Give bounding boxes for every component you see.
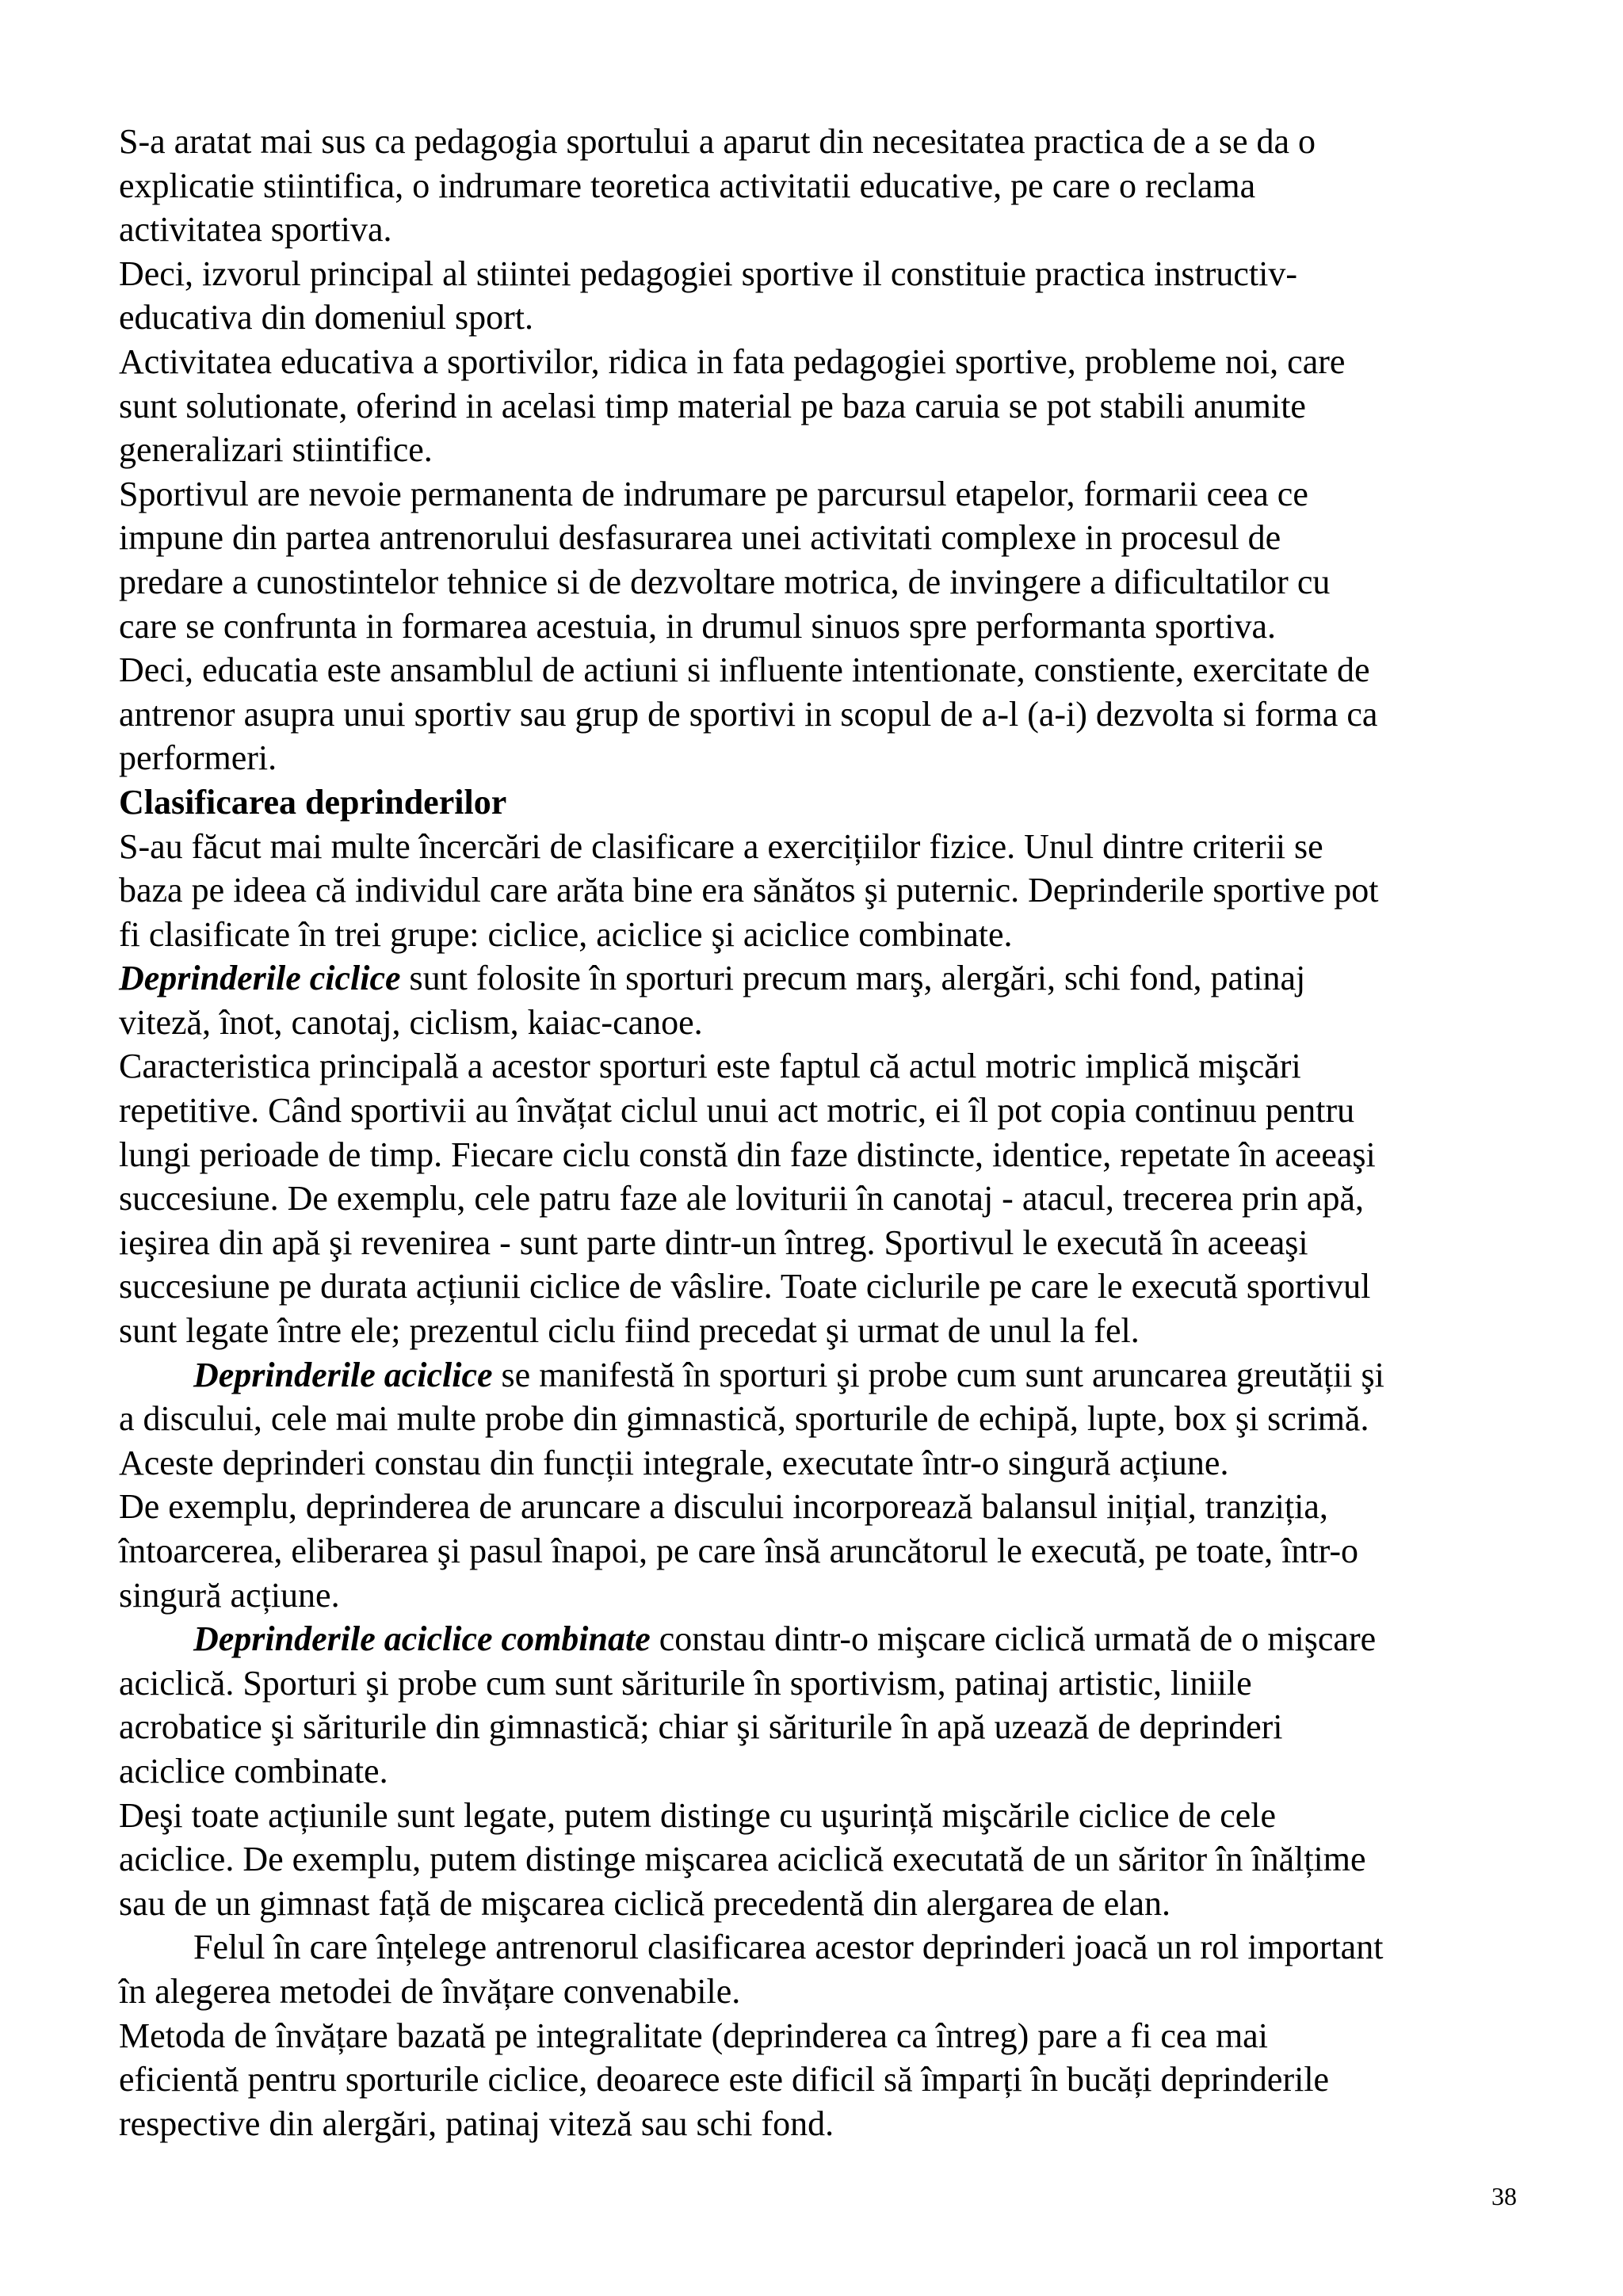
text-line: ieşirea din apă şi revenirea - sunt parte dintr-un întreg. Sportivul le execută în aceeaşi: [119, 1222, 1308, 1262]
text-line: sunt legate între ele; prezentul ciclu fiind precedat şi urmat de unul la fel.: [119, 1311, 1140, 1351]
text-line: aciclică. Sporturi şi probe cum sunt săriturile în sportivism, patinaj artistic, liniile: [119, 1663, 1252, 1703]
text-line: [119, 956, 1529, 1001]
paragraph: [119, 340, 1529, 472]
heading-text: Clasificarea deprinderilor: [119, 782, 507, 822]
text-line: antrenor asupra unui sportiv sau grup de sportivi in scopul de a-l (a-i) dezvolta si forma ca: [119, 694, 1378, 734]
text-line: S-au făcut mai multe încercări de clasificare a exercițiilor fizice. Unul dintre criterii se: [119, 826, 1323, 866]
line-text: se manifestă în sporturi şi probe cum sunt aruncarea greutății şi: [492, 1355, 1384, 1394]
text-line: baza pe ideea că individul care arăta bine era sănătos şi puternic. Deprinderile sportive pot: [119, 871, 1379, 910]
paragraph: [119, 1794, 1529, 1926]
term-emphasis: Deprinderile ciclice: [119, 959, 401, 998]
line-text: sunt folosite în sporturi precum marş, alergări, schi fond, patinaj: [400, 959, 1306, 998]
text-line: Activitatea educativa a sportivilor, ridica in fata pedagogiei sportive, probleme noi, care: [119, 341, 1346, 381]
text-line: [119, 1353, 1529, 1398]
text-line: fi clasificate în trei grupe: ciclice, aciclice şi aciclice combinate.: [119, 914, 1013, 954]
text-line: sunt solutionate, oferind in acelasi timp material pe baza caruia se pot stabili anumite: [119, 386, 1306, 425]
text-line: singură acțiune.: [119, 1575, 340, 1615]
text-line: sau de un gimnast față de mişcarea ciclică precedentă din alergarea de elan.: [119, 1883, 1171, 1923]
paragraph: [119, 472, 1529, 648]
text-line: eficientă pentru sporturile ciclice, deoarece este dificil să împarți în bucăți deprinderile: [119, 2060, 1330, 2100]
term-emphasis: Deprinderile aciclice combinate: [193, 1619, 651, 1659]
paragraph: [119, 120, 1529, 252]
paragraph: [119, 956, 1529, 1044]
text-line: impune din partea antrenorului desfasurarea unei activitati complexe in procesul de: [119, 518, 1281, 558]
text-line: educativa din domeniul sport.: [119, 298, 533, 338]
paragraph: [119, 1044, 1529, 1352]
paragraph: [119, 1485, 1529, 1617]
text-line: S-a aratat mai sus ca pedagogia sportului a aparut din necesitatea practica de a se da o: [119, 122, 1316, 161]
section-heading: [119, 780, 1529, 825]
paragraph: [119, 1353, 1529, 1486]
text-line: aciclice combinate.: [119, 1751, 388, 1791]
text-line: predare a cunostintelor tehnice si de dezvoltare motrica, de invingere a dificultatilor cu: [119, 562, 1331, 601]
text-line: Metoda de învățare bazată pe integralitate (deprinderea ca întreg) pare a fi cea mai: [119, 2016, 1268, 2055]
text-body: [119, 120, 1529, 2145]
text-line: Sportivul are nevoie permanenta de indrumare pe parcursul etapelor, formarii ceea ce: [119, 474, 1308, 513]
paragraph: [119, 648, 1529, 780]
text-line: performeri.: [119, 738, 277, 778]
text-line: Aceste deprinderi constau din funcții integrale, executate într-o singură acțiune.: [119, 1443, 1229, 1482]
term-emphasis: Deprinderile aciclice: [193, 1355, 493, 1394]
text-line: respective din alergări, patinaj viteză sau schi fond.: [119, 2103, 834, 2143]
text-line: întoarcerea, eliberarea şi pasul înapoi, pe care însă aruncătorul le execută, pe toate, într-o: [119, 1531, 1358, 1570]
text-line: Deci, educatia este ansamblul de actiuni si influente intentionate, constiente, exercitate de: [119, 650, 1370, 690]
paragraph: [119, 825, 1529, 957]
text-line: care se confrunta in formarea acestuia, in drumul sinuos spre performanta sportiva.: [119, 606, 1277, 646]
text-line: lungi perioade de timp. Fiecare ciclu constă din faze distincte, identice, repetate în aceeaşi: [119, 1135, 1376, 1174]
text-line: repetitive. Când sportivii au învățat ciclul unui act motric, ei îl pot copia continuu pentru: [119, 1091, 1355, 1131]
text-line: Deci, izvorul principal al stiintei pedagogiei sportive il constituie practica instructiv-: [119, 254, 1297, 293]
text-line: Deşi toate acțiunile sunt legate, putem distinge cu uşurință mişcările ciclice de cele: [119, 1795, 1277, 1835]
text-line: explicatie stiintifica, o indrumare teoretica activitatii educative, pe care o reclama: [119, 166, 1256, 205]
text-line: acrobatice şi săriturile din gimnastică; chiar şi săriturile în apă uzează de deprinderi: [119, 1707, 1283, 1747]
paragraph: [119, 1617, 1529, 1793]
paragraph: [119, 1925, 1529, 2013]
text-line: aciclice. De exemplu, putem distinge mişcarea aciclică executată de un săritor în înălțime: [119, 1840, 1366, 1879]
text-line: în alegerea metodei de învățare convenabile.: [119, 1971, 741, 2011]
line-text: constau dintr-o mişcare ciclică urmată de o mişcare: [650, 1619, 1377, 1659]
text-line: generalizari stiintifice.: [119, 430, 433, 470]
text-line: Felul în care înțelege antrenorul clasificarea acestor deprinderi joacă un rol important: [193, 1928, 1384, 1967]
paragraph: [119, 2014, 1529, 2146]
text-line: succesiune pe durata acțiunii ciclice de vâslire. Toate ciclurile pe care le execută sportivul: [119, 1267, 1371, 1306]
text-line: Caracteristica principală a acestor sporturi este faptul că actul motric implică mişcări: [119, 1047, 1301, 1086]
text-line: succesiune. De exemplu, cele patru faze ale loviturii în canotaj - atacul, trecerea prin apă,: [119, 1179, 1364, 1219]
text-line: De exemplu, deprinderea de aruncare a discului incorporează balansul inițial, tranziția,: [119, 1487, 1328, 1527]
text-line: activitatea sportiva.: [119, 210, 392, 250]
text-line: a discului, cele mai multe probe din gimnastică, sporturile de echipă, lupte, box şi scrimă.: [119, 1399, 1369, 1439]
page-number: 38: [1491, 2182, 1517, 2210]
text-line: viteză, înot, canotaj, ciclism, kaiac-canoe.: [119, 1002, 703, 1042]
text-line: [119, 1617, 1529, 1661]
paragraph: [119, 252, 1529, 340]
